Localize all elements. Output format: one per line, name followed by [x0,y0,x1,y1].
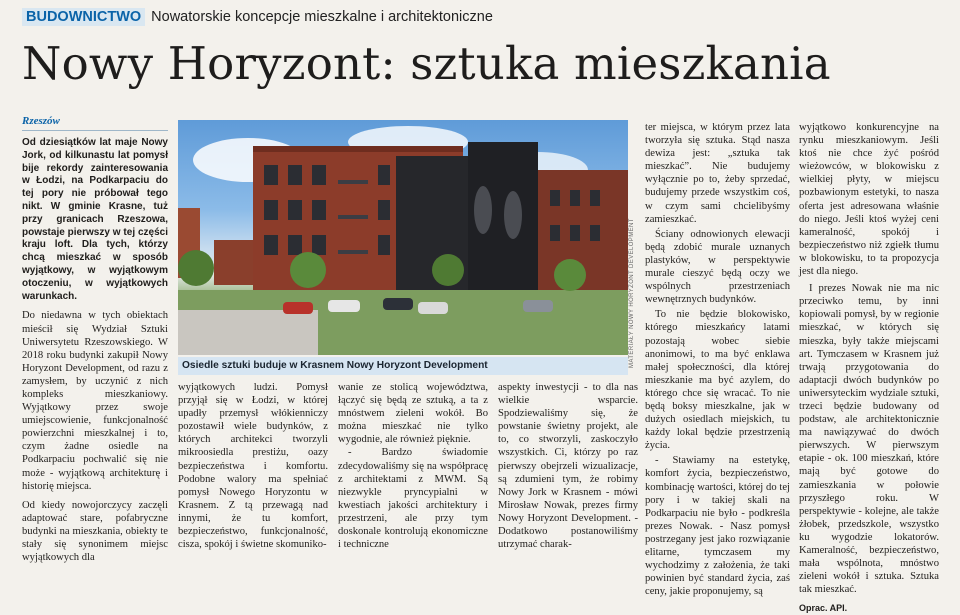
column-3 [338,381,488,551]
paragraph: To nie będzie blokowisko, którego mieszkańcy latami pozostają wobec siebie anonimowi, to ma być enklawa małej społeczności, dla której mieszkanie ma być azylem, do którego chce się wracać. To nie będą boksy mieszkalne, jak w dużych osiedlach miejskich, tu każdy lokal będzie przestrzenią życia. [645,309,790,452]
section-tag: BUDOWNICTWO [22,8,145,26]
paragraph: Ściany odnowionych elewacji będą zdobić murale uznanych plastyków, w perspektywie murale cieszyć będą oczy we wspólnych przestrzeniach wewnętrznych budynków. [645,228,790,306]
photo-credit-text: MATERIAŁY NOWY HORYZONT DEVELOPMENT [629,218,635,368]
paragraph: - Bardzo świadomie zdecydowaliśmy się na współpracę z architektami z MWM. Są niezwykle pryncypialni w kwestiach jakości architektury i przestrzeni, ale przy tym doskonale kontrolują ekonomiczne i techniczne [338,447,488,551]
paragraph: wyjątkowych ludzi. Pomysł przyjął się w Łodzi, w której upadły przemysł włókienniczy pozostawił wiele budynków, z których architekci tworzyli mikroosiedla prestiżu, oazy bezpieczeństwa i komfortu. Podobne walory ma spełniać pomysł Nowego Horyzontu w Krasnem. Z tą przewagą nad innymi, że tu komfort, bezpieczeństwo, funkcjonalność, cisza, spokój i świetne skomuniko- [178,382,328,551]
paragraph: wanie ze stolicą województwa, łączyć się będą ze sztuką, a ta z mnóstwem zieleni wokół. Bo można mieszkać nie tylko wygodnie, ale również pięknie. [338,382,488,446]
paragraph: aspekty inwestycji - to dla nas wielkie wsparcie. Spodziewaliśmy się, że powstanie świetny projekt, ale to, co stworzyli, zaskoczyło wszystkich. Ci, którzy po raz pierwszy obejrzeli wizualizacje, są zdumieni tym, że robimy Nowy Jork w Krasnem - mówi Mirosław Nowak, prezes firmy Nowy Horyzont Development. - Dodatkowo postanowiliśmy utrzymać charak- [498,382,638,551]
section-header [22,6,493,28]
column-4 [498,381,638,551]
paragraph: I prezes Nowak nie ma nic przeciwko temu, by inni kopiowali pomysł, by w regionie mieszkać, w których się mieszka, były także miejscami art. Tymczasem w Krasnem już trwają przygotowania do adaptacji dwóch budynków po uniwersyteckim wydziale sztuki, trzeci będzie budowany od podstaw, ale architektonicznie ma nawiązywać do dwóch pierwszych. W pierwszym etapie - ok. 100 mieszkań, które mają być gotowe do zamieszkania w połowie przyszłego roku. W perspektywie - kolejne, ale także żłobek, przedszkole, wszystko ku wygodzie lokatorów. Kameralność, bezpieczeństwo, mała wspólnota, mnóstwo zieleni wokół i sztuka. Sztuka tak mieszkać. [799,283,939,596]
paragraph: wyjątkowo konkurencyjne na rynku mieszkaniowym. Jeśli ktoś nie chce żyć pośród wieżowców, w blokowisku z wielkiej płyty, w miejscu pozbawionym estetyki, to nasza oferta jest adresowana właśnie do niego. Jeśli ktoś wyżej ceni kameralność, spokój i bezpieczeństwo niż zgiełk tłumu w blokowisku, to ta propozycja jest dla niego. [799,122,939,278]
photo-caption: Osiedle sztuki buduje w Krasnem Nowy Horyzont Development [178,357,628,375]
photo-credit [628,128,638,368]
paragraph: ter miejsca, w którym przez lata tworzyła się sztuka. Stąd nasza dewiza jest: „sztuka tak mieszkać”. Nie budujemy wyłącznie po to, żeby sprzedać, budujemy przede wszystkim coś, w czym sami chcielibyśmy zamieszkać. [645,122,790,225]
building-rendering [178,120,628,355]
author-signature: Oprac. API. [799,603,848,614]
article-photo [178,120,628,355]
column-6 [799,121,939,615]
paragraph: Od kiedy nowojorczycy zaczęli adaptować stare, pofabryczne budynki na mieszkania, obiekty te stały się synonimem miejsc wyjątkowych dla [22,499,168,564]
headline: Nowy Horyzont: sztuka mieszkania [22,37,831,90]
column-2 [178,381,328,551]
paragraph: Do niedawna w tych obiektach mieścił się Wydział Sztuki Uniwersytetu Rzeszowskiego. W 2018 roku budynki zakupił Nowy Horyzont Development, od razu z zamysłem, by uczynić z nich kompleks mieszkaniowy. Wyjątkowy przez swoje umiejscowienie, funkcjonalność powierzchni mieszkalnej i to, czym żadne osiedle na Podkarpaciu pochwalić się nie może - wyjątkową architekturę i historię miejsca. [22,310,168,492]
dateline-place: Rzeszów [22,115,168,131]
paragraph: - Stawiamy na estetykę, komfort życia, bezpieczeństwo, kombinację wartości, której do tej pory i w takiej skali na Podkarpaciu nie było - podkreśla prezes Nowak. - Nasz pomysł postrzegany jest jako rozwiązanie elitarne, tymczasem my wychodzimy z założenia, że taki powinien być standard życia, zaś ceny, jakie proponujemy, są [645,455,790,598]
section-subtitle: Nowatorskie koncepcje mieszkalne i architektoniczne [151,9,493,25]
lead-paragraph: Od dziesiątków lat maje Nowy Jork, od kilkunastu lat pomysł bije rekordy zainteresowania w Łodzi, na Podkarpaciu do tej pory nie próbował tego nikt. W gminie Krasne, tuż przy granicach Rzeszowa, powstaje pierwszy w tej części kraju loft. Dla tych, którzy chcą mieszkać w sposób wyjątkowy, w wyjątkowym otoczeniu, w wyjątkowych warunkach. [22,137,168,302]
column-5 [645,121,790,598]
column-1 [22,115,168,570]
